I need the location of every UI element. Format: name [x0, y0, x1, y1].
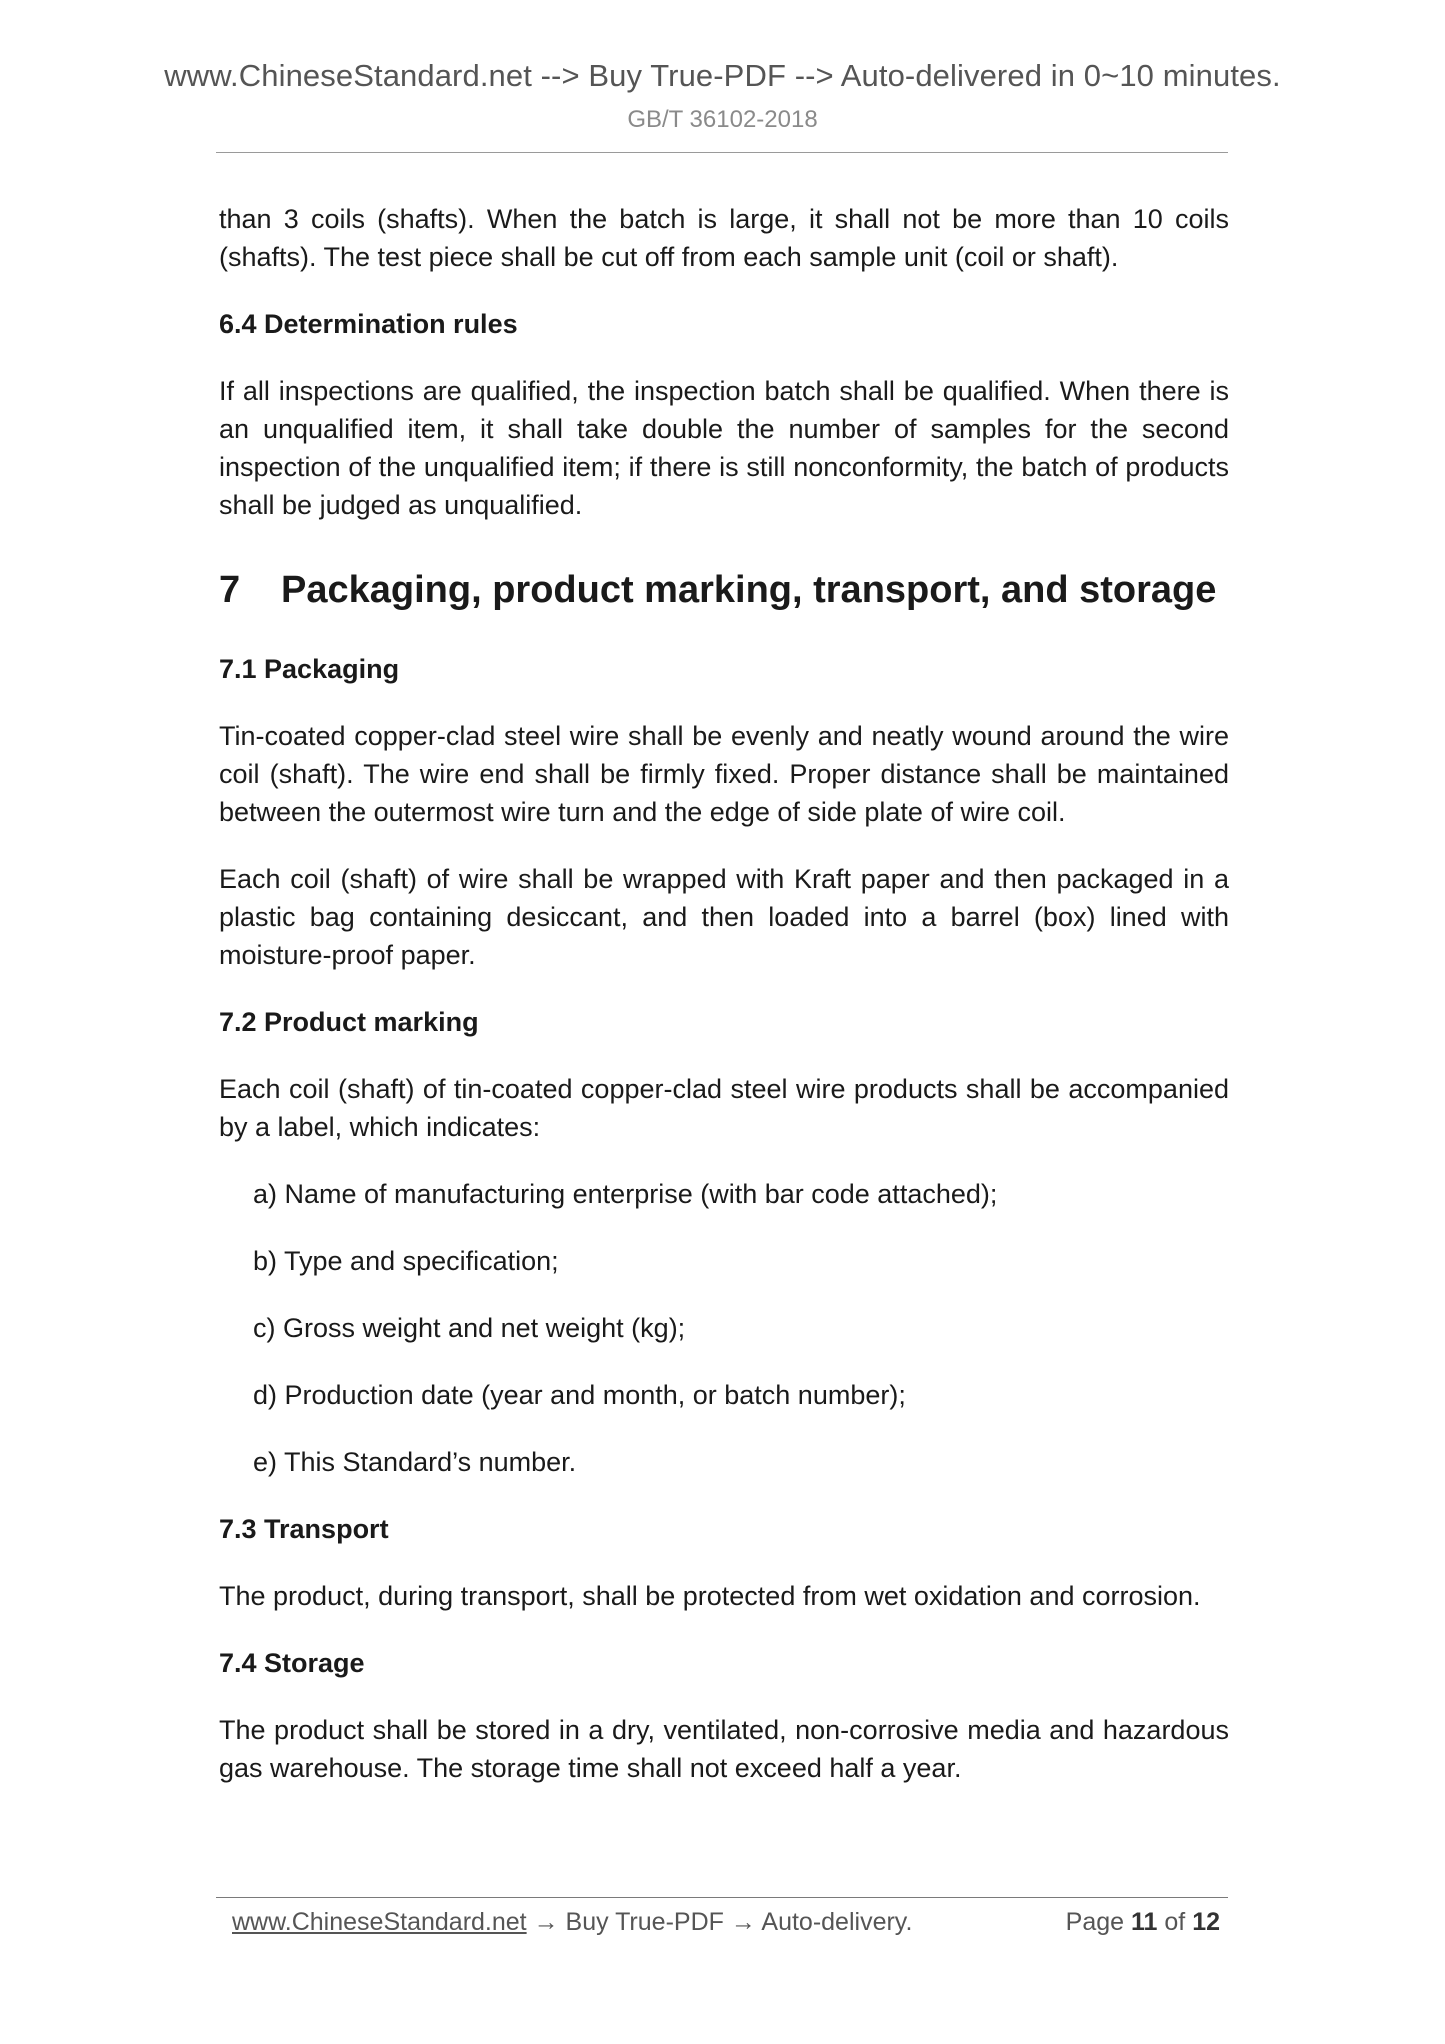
heading-7-1: 7.1 Packaging: [219, 654, 400, 684]
list-item: c) Gross weight and net weight (kg);: [253, 1313, 686, 1343]
paragraph-7-1-b: Each coil (shaft) of wire shall be wrapped with Kraft paper and then packaged in a plastic bag containing desiccant, and then loaded into a barrel (box) lined with moisture-proof paper.: [219, 864, 1229, 970]
heading-7-2: 7.2 Product marking: [219, 1007, 479, 1037]
intro-paragraph: than 3 coils (shafts). When the batch is large, it shall not be more than 10 coils (shafts). The test piece shall be cut off from each sample unit (coil or shaft).: [219, 204, 1229, 272]
page-indicator: [1066, 1905, 1220, 1939]
footer-site-link[interactable]: www.ChineseStandard.net: [232, 1908, 527, 1936]
list-item: b) Type and specification;: [253, 1246, 559, 1276]
list-item: e) This Standard’s number.: [253, 1447, 577, 1477]
section-7-title: Packaging, product marking, transport, and storage: [281, 569, 1217, 611]
paragraph-6-4: If all inspections are qualified, the inspection batch shall be qualified. When there is an unqualified item, it shall take double the number of samples for the second inspection of the unqualified item; if there is still nonconformity, the batch of products shall be judged as unqualified.: [219, 376, 1229, 520]
header-divider: [216, 152, 1228, 153]
document-code: GB/T 36102-2018: [627, 106, 818, 133]
page-content: [219, 200, 1229, 1787]
top-banner: www.ChineseStandard.net --> Buy True-PDF --> Auto-delivered in 0~10 minutes.: [164, 58, 1281, 93]
list-item: d) Production date (year and month, or batch number);: [253, 1380, 906, 1410]
current-page-number: 11: [1130, 1908, 1158, 1936]
footer-left: [232, 1905, 912, 1939]
paragraph-7-4: The product shall be stored in a dry, ventilated, non-corrosive media and hazardous gas warehouse. The storage time shall not exceed half a year.: [219, 1715, 1229, 1783]
total-page-number: 12: [1192, 1908, 1220, 1936]
heading-7-3: 7.3 Transport: [219, 1514, 389, 1544]
paragraph-7-2: Each coil (shaft) of tin-coated copper-clad steel wire products shall be accompanied by a label, which indicates:: [219, 1074, 1229, 1142]
footer-tagline: → Buy True-PDF → Auto-delivery.: [526, 1908, 913, 1936]
section-7-number: 7: [219, 569, 241, 611]
paragraph-7-3: The product, during transport, shall be protected from wet oxidation and corrosion.: [219, 1581, 1201, 1611]
heading-section-7: [219, 566, 1229, 614]
heading-7-4: 7.4 Storage: [219, 1648, 365, 1678]
footer-divider: [216, 1897, 1228, 1898]
heading-6-4: 6.4 Determination rules: [219, 309, 518, 339]
paragraph-7-1-a: Tin-coated copper-clad steel wire shall be evenly and neatly wound around the wire coil (shaft). The wire end shall be firmly fixed. Proper distance shall be maintained between the outermost wire turn and the edge of side plate of wire coil.: [219, 721, 1229, 827]
page-label: Page: [1065, 1908, 1125, 1936]
page-of-label: of: [1164, 1908, 1186, 1936]
list-item: a) Name of manufacturing enterprise (with bar code attached);: [253, 1179, 998, 1209]
